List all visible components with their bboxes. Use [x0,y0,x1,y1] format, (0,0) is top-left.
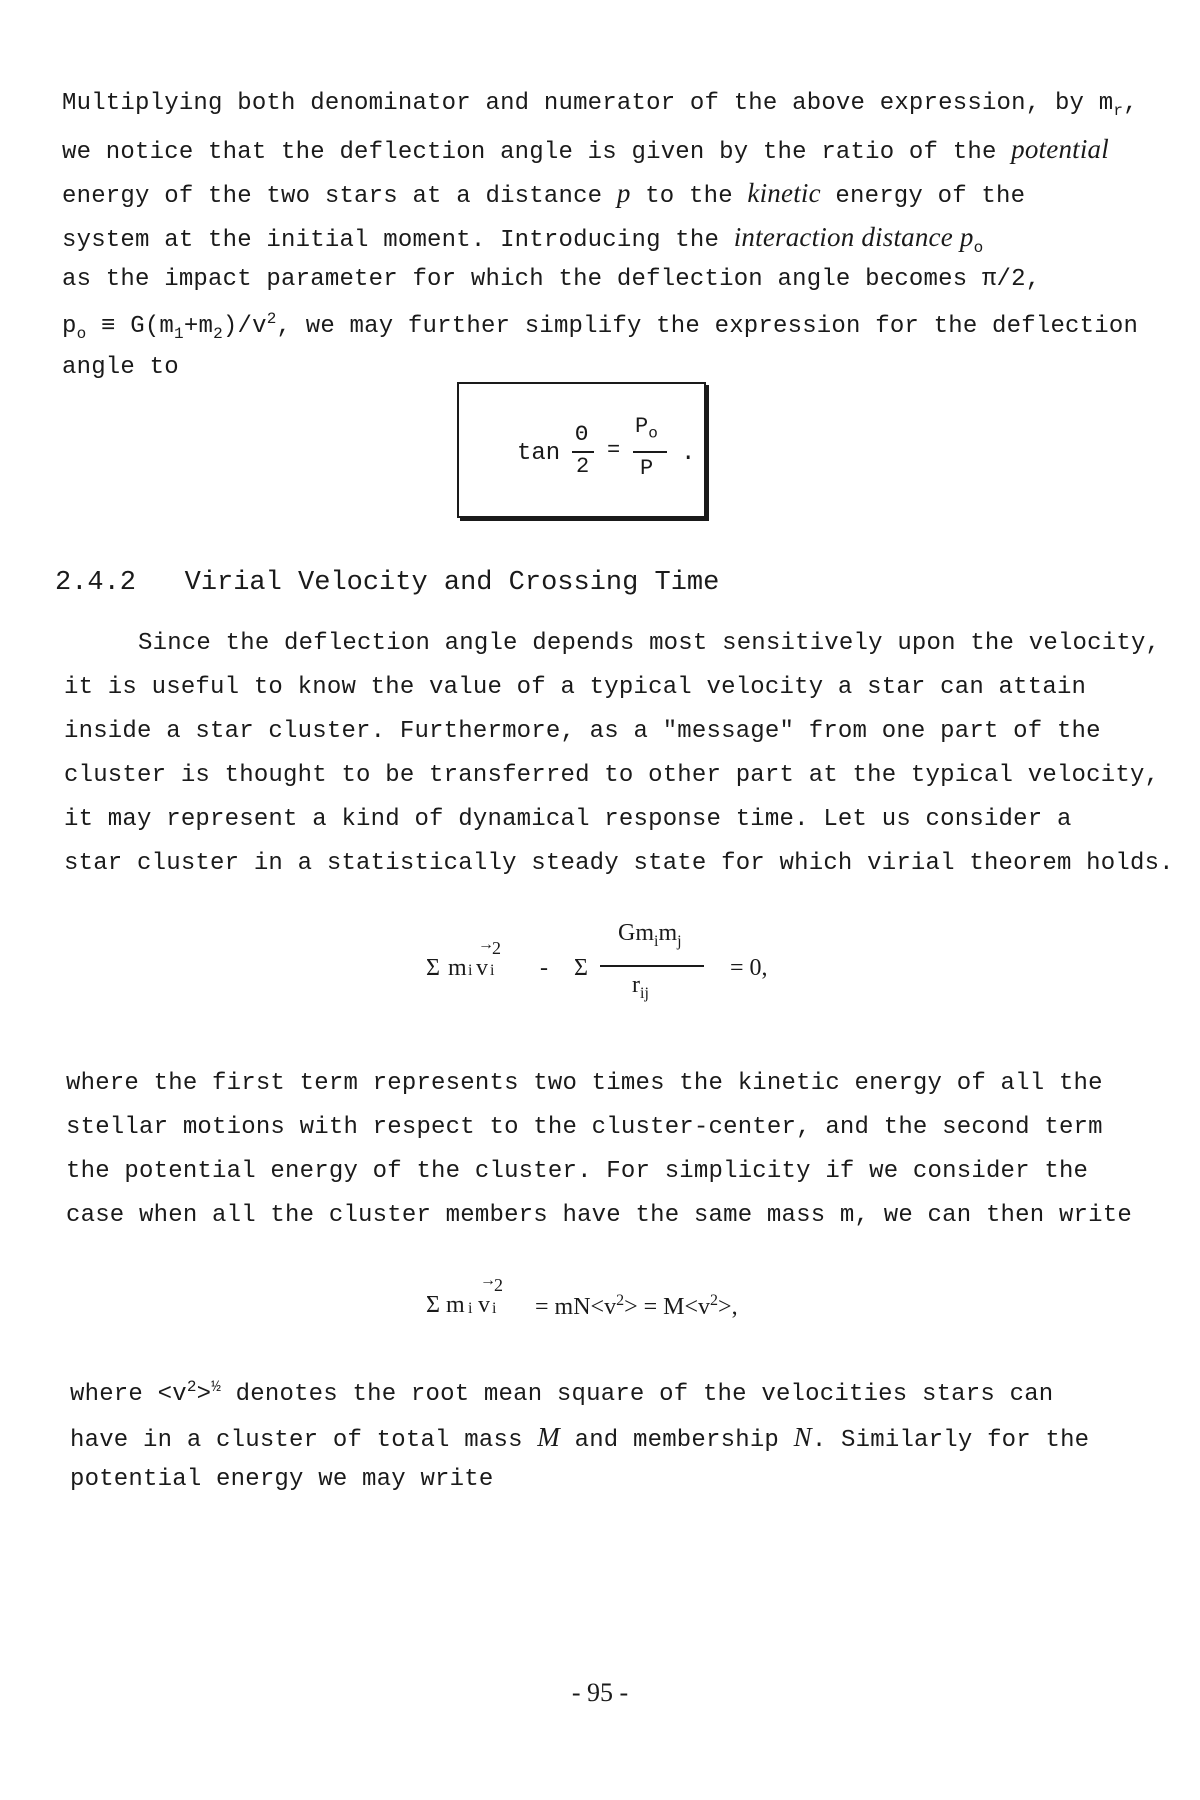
text-span: to the [630,183,748,210]
text-span: )/v [222,313,267,340]
text-span: p [62,313,77,340]
fraction-bar [633,451,667,453]
fraction-bar [572,451,594,453]
text-span: system at the initial moment. Introducing the [62,227,734,254]
text-line: cluster is thought to be transferred to other part at the typical velocity, [64,762,1160,789]
text-line [62,178,1025,210]
subscript: r [1113,101,1124,120]
text-span: > [196,1381,212,1408]
sigma-symbol: Σ [574,955,588,981]
distance-symbol: r [632,972,640,998]
superscript: 2 [492,938,501,958]
superscript: 2 [186,1378,197,1396]
text-line [62,134,1109,166]
text-line [62,222,983,257]
text-span: +m [183,313,214,340]
theta-symbol: Θ [575,422,589,447]
text-span: as the impact parameter for which the deflection angle becomes π/2, [62,266,1041,293]
sum-mass: Σ m [426,1292,465,1318]
p-symbol: P [635,414,649,439]
subscript: o [648,424,658,443]
sigma-symbol: Σ [426,955,440,981]
subscript: 1 [174,324,184,343]
text-line: stellar motions with respect to the cluster-center, and the second term [66,1114,1103,1141]
numerator [635,414,658,442]
text-line [62,310,1138,343]
rhs-part: >, [718,1294,738,1320]
text-line: it is useful to know the value of a typical velocity a star can attain [64,674,1087,701]
text-line: Since the deflection angle depends most sensitively upon the velocity, [138,630,1161,657]
equation-rhs [535,1292,738,1321]
subscript: i [468,962,473,979]
italic-term: kinetic [747,178,821,208]
text-line: the potential energy of the cluster. For simplicity if we consider the [66,1158,1089,1185]
text-line: case when all the cluster members have the same mass m, we can then write [66,1202,1132,1229]
fraction-numerator [618,920,682,951]
vector-arrow: → [480,1272,496,1289]
equals-sign: = [607,438,621,463]
section-number: 2.4.2 [55,568,137,598]
text-span: energy of the [820,183,1026,210]
superscript: ½ [211,1378,222,1396]
text-line: star cluster in a statistically steady state for which virial theorem holds. [64,850,1174,877]
subscript: j [677,932,682,950]
velocity-symbol: v [476,955,488,981]
vector-arrow: → [478,936,494,953]
text-span: Multiplying both denominator and numerator of the above expression, by m [62,90,1114,117]
tan-label: tan [517,440,561,467]
period: . [681,440,696,467]
text-line [62,354,179,381]
subscript: i [468,1300,473,1317]
text-line [70,1378,1053,1408]
text-line: it may represent a kind of dynamical response time. Let us consider a [64,806,1072,833]
section-title: Virial Velocity and Crossing Time [184,568,720,598]
fraction-denominator [632,972,649,1003]
denominator: 2 [576,454,590,479]
italic-term: interaction distance p [733,222,974,252]
text-span: energy of the two stars at a distance [62,183,617,210]
superscript: 2 [710,1292,719,1309]
text-span: denotes the root mean square of the velocities stars can [221,1381,1054,1408]
page-number: - 95 - [571,1678,629,1707]
italic-term: N [793,1422,812,1452]
section-heading [55,568,719,598]
mass-symbol: m [448,955,467,981]
text-line: where the first term represents two times the kinetic energy of all the [66,1070,1103,1097]
superscript: 2 [616,1292,625,1309]
italic-term: M [537,1422,560,1452]
subscript: ij [640,984,649,1002]
minus-sign: - [540,955,548,981]
subscript: o [76,324,87,343]
subscript: i [492,1300,497,1317]
boxed-equation [457,382,706,518]
text-span: ≡ G(m [86,313,175,340]
text-line: inside a star cluster. Furthermore, as a "message" from one part of the [64,718,1101,745]
italic-term: potential [1011,134,1109,164]
text-line [62,90,1138,120]
text-span: have in a cluster of total mass [70,1427,538,1454]
rhs-part: > = M<v [624,1294,711,1320]
superscript: 2 [266,310,277,328]
subscript: 2 [213,324,223,343]
numerator-gm: Gm [618,920,654,946]
text-span: , we may further simplify the expression for the deflection [276,313,1139,340]
text-span: and membership [559,1427,794,1454]
text-span: we notice that the deflection angle is given by the ratio of the [62,139,1012,166]
denominator: P [640,456,654,481]
subscript: o [973,238,984,257]
subscript: i [654,932,659,950]
velocity-symbol: v [478,1292,490,1318]
rhs-part: = mN<v [535,1294,617,1320]
fraction-bar [600,965,704,967]
text-span: angle to [62,354,179,381]
numerator-m: m [658,920,678,946]
text-span: , [1123,90,1138,117]
equation-rhs: = 0, [730,955,768,981]
text-line [62,266,1040,293]
text-line: potential energy we may write [70,1466,494,1493]
text-line [70,1422,1089,1454]
text-span: . Similarly for the [811,1427,1090,1454]
superscript: 2 [494,1275,503,1295]
subscript: i [490,962,495,979]
italic-term: p [616,178,631,208]
text-span: where <v [70,1381,187,1408]
